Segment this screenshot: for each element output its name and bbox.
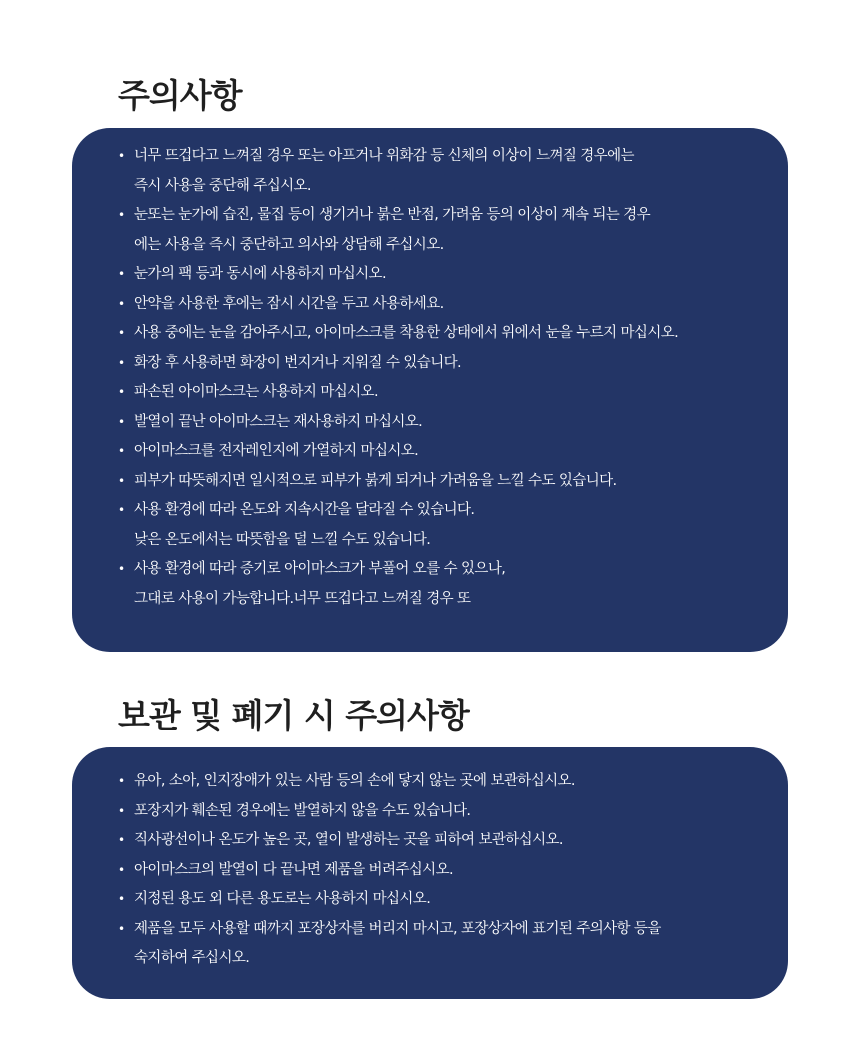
list-item xyxy=(118,885,768,915)
list-item-text: 아이마스크를 전자레인지에 가열하지 마십시오. xyxy=(134,443,419,459)
list-item-text: 사용 중에는 눈을 감아주시고, 아이마스크를 착용한 상태에서 위에서 눈을 누르지 마십시오. xyxy=(134,325,679,341)
list-item-text: 유아, 소아, 인지장애가 있는 사람 등의 손에 닿지 않는 곳에 보관하십시오. xyxy=(134,773,575,789)
section-title-storage-disposal: 보관 및 폐기 시 주의사항 xyxy=(118,696,469,735)
list-item xyxy=(118,797,768,827)
list-item-text: 눈가의 팩 등과 동시에 사용하지 마십시오. xyxy=(134,266,386,282)
list-item-text: 사용 환경에 따라 온도와 지속시간을 달라질 수 있습니다. xyxy=(134,502,475,518)
storage-disposal-panel xyxy=(72,747,788,999)
list-item xyxy=(118,767,768,797)
bullet-icon: • xyxy=(118,562,125,576)
list-item xyxy=(118,467,768,497)
list-item-text: 발열이 끝난 아이마스크는 재사용하지 마십시오. xyxy=(134,413,423,430)
bullet-icon: • xyxy=(118,503,125,517)
list-item xyxy=(118,319,768,349)
bullet-icon: • xyxy=(118,208,125,222)
bullet-icon: • xyxy=(118,267,125,281)
bullet-icon: • xyxy=(118,892,125,906)
bullet-icon: • xyxy=(118,414,125,429)
bullet-icon: • xyxy=(118,326,125,340)
cautions-list xyxy=(118,142,768,614)
bullet-icon: • xyxy=(118,803,125,818)
bullet-icon: • xyxy=(118,444,125,458)
bullet-icon: • xyxy=(118,921,125,936)
bullet-icon: • xyxy=(118,833,125,847)
list-item xyxy=(118,142,768,201)
list-item-text: 너무 뜨겁다고 느껴질 경우 또는 아프거나 위화감 등 신체의 이상이 느껴질 경우에는 xyxy=(134,148,634,164)
list-item xyxy=(118,555,768,614)
list-item xyxy=(118,201,768,260)
list-item xyxy=(118,349,768,379)
storage-disposal-list xyxy=(118,767,768,974)
list-item-text: 사용 환경에 따라 증기로 아이마스크가 부풀어 오를 수 있으나, xyxy=(134,561,506,577)
list-item xyxy=(118,856,768,886)
list-item-text: 제품을 모두 사용할 때까지 포장상자를 버리지 마시고, 포장상자에 표기된 주의사항 등을 xyxy=(134,920,661,937)
list-item-text: 직사광선이나 온도가 높은 곳, 열이 발생하는 곳을 피하여 보관하십시오. xyxy=(134,832,563,848)
list-item-text: 지정된 용도 외 다른 용도로는 사용하지 마십시오. xyxy=(134,891,431,907)
section-title-cautions: 주의사항 xyxy=(118,76,242,115)
bullet-icon: • xyxy=(118,774,125,788)
list-item-text: 에는 사용을 즉시 중단하고 의사와 상담해 주십시오. xyxy=(134,236,444,253)
list-item xyxy=(118,290,768,320)
list-item-text: 눈또는 눈가에 습진, 물집 등이 생기거나 붉은 반점, 가려움 등의 이상이 계속 되는 경우 xyxy=(134,207,650,223)
list-item xyxy=(118,437,768,467)
bullet-icon: • xyxy=(118,385,125,399)
list-item-text: 파손된 아이마스크는 사용하지 마십시오. xyxy=(134,384,378,400)
list-item-text: 포장지가 훼손된 경우에는 발열하지 않을 수도 있습니다. xyxy=(134,802,471,819)
bullet-icon: • xyxy=(118,149,125,163)
list-item-text: 그대로 사용이 가능합니다.너무 뜨겁다고 느껴질 경우 또 xyxy=(134,590,471,607)
cautions-panel xyxy=(72,128,788,652)
list-item-text: 안약을 사용한 후에는 잠시 시간을 두고 사용하세요. xyxy=(134,295,444,312)
list-item xyxy=(118,915,768,974)
bullet-icon: • xyxy=(118,473,125,488)
list-item-text: 피부가 따뜻해지면 일시적으로 피부가 붉게 되거나 가려움을 느낄 수도 있습니다. xyxy=(134,472,617,489)
list-item xyxy=(118,408,768,438)
list-item-text: 화장 후 사용하면 화장이 번지거나 지워질 수 있습니다. xyxy=(134,354,462,371)
bullet-icon: • xyxy=(118,862,125,877)
bullet-icon: • xyxy=(118,355,125,370)
list-item xyxy=(118,260,768,290)
bullet-icon: • xyxy=(118,296,125,311)
list-item xyxy=(118,378,768,408)
list-item-text: 숙지하여 주십시오. xyxy=(134,950,250,966)
list-item-text: 낮은 온도에서는 따뜻함을 덜 느낄 수도 있습니다. xyxy=(134,531,431,548)
list-item xyxy=(118,826,768,856)
list-item-text: 아이마스크의 발열이 다 끝나면 제품을 버려주십시오. xyxy=(134,861,454,878)
list-item-text: 즉시 사용을 중단해 주십시오. xyxy=(134,177,311,194)
list-item xyxy=(118,496,768,555)
